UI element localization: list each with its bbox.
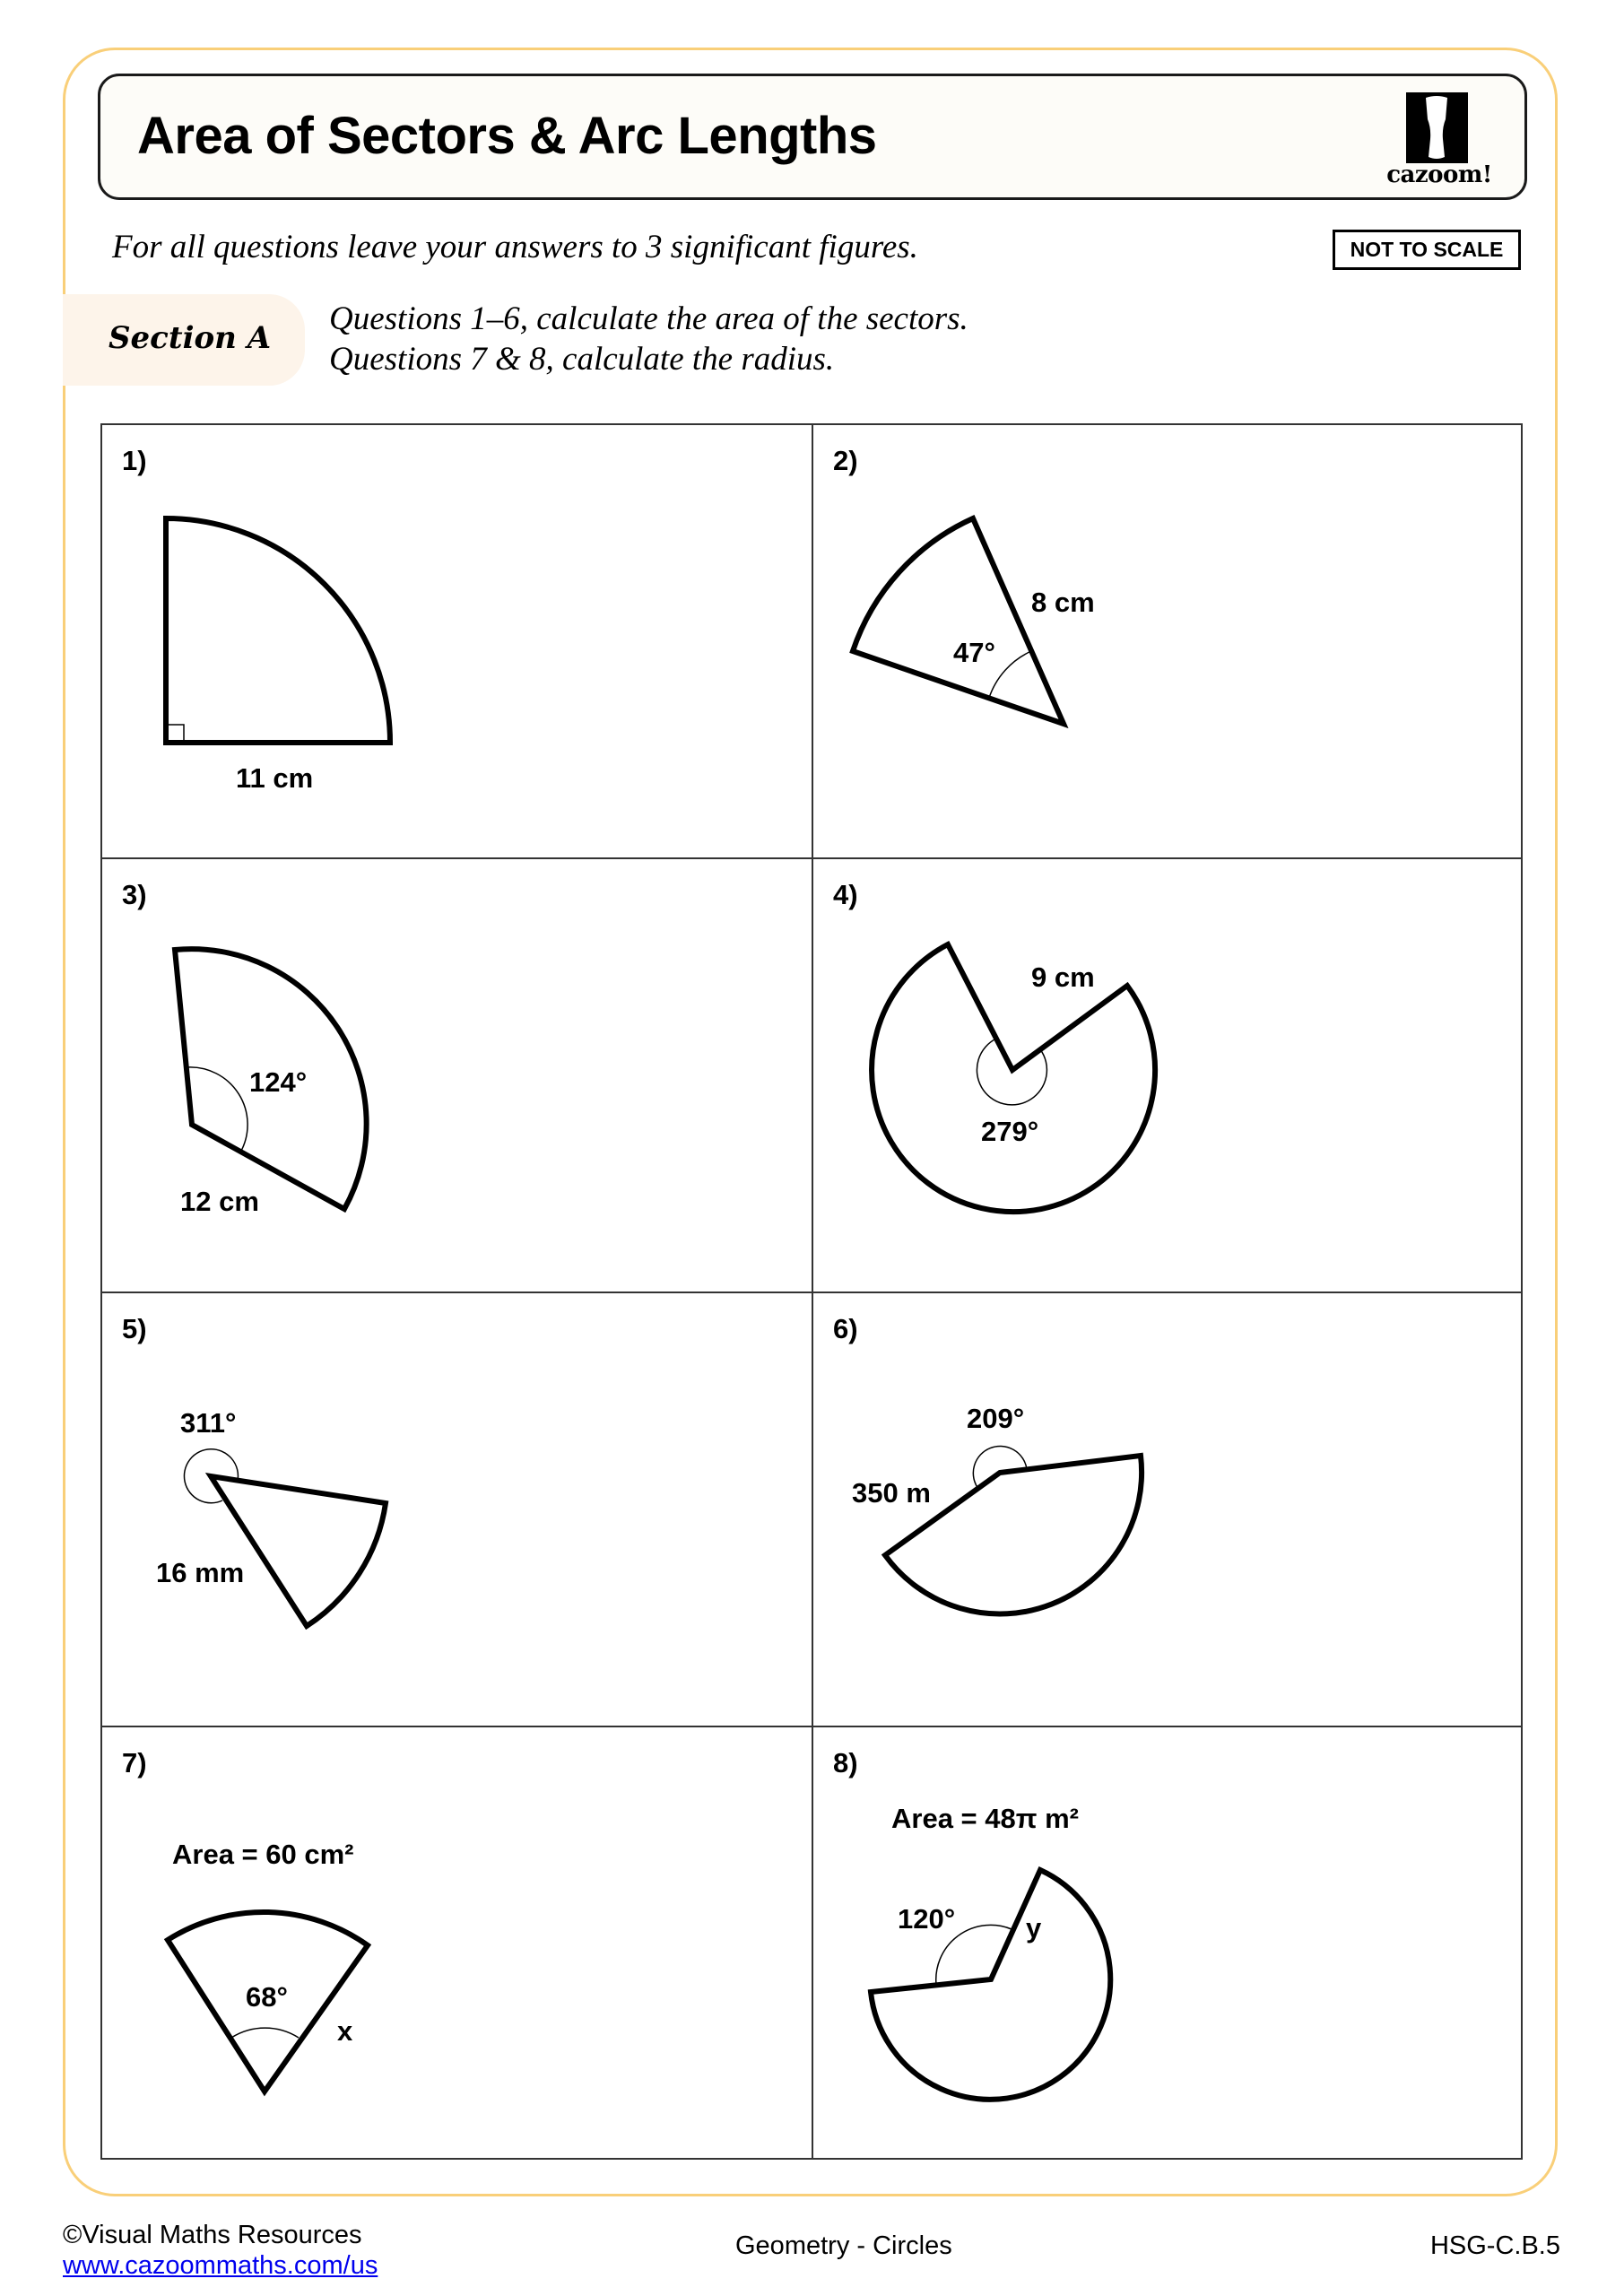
angle-label: 124° — [249, 1066, 308, 1098]
footer-topic: Geometry - Circles — [735, 2231, 952, 2260]
question-number: 1) — [122, 445, 147, 476]
angle-label: 47° — [953, 637, 995, 668]
question-cell-2 — [813, 425, 1521, 859]
instruction-text: For all questions leave your answers to 3 significant figures. — [112, 229, 918, 265]
website-link[interactable]: www.cazoommaths.com/us — [63, 2251, 378, 2280]
question-number: 4) — [833, 879, 858, 910]
question-number: 2) — [833, 445, 858, 476]
question-number: 3) — [122, 879, 147, 910]
question-cell-7 — [102, 1727, 813, 2160]
copyright-text: ©Visual Maths Resources — [63, 2221, 362, 2249]
area-label: Area = 60 cm² — [172, 1839, 354, 1870]
section-label: Section A — [109, 320, 272, 356]
angle-label: 311° — [180, 1407, 237, 1439]
angle-label: 209° — [967, 1403, 1025, 1434]
footer-copyright-block — [63, 2220, 378, 2281]
radius-label: 11 cm — [236, 762, 314, 794]
cazoom-logo-text: cazoom! — [1386, 161, 1492, 188]
djembe-drum-icon — [1406, 92, 1468, 163]
radius-label: 350 m — [852, 1477, 931, 1509]
radius-label: 12 cm — [180, 1186, 259, 1217]
question-cell-6 — [813, 1293, 1521, 1727]
question-cell-8 — [813, 1727, 1521, 2160]
angle-label: 279° — [981, 1116, 1039, 1147]
radius-label: 9 cm — [1031, 961, 1095, 993]
question-number: 5) — [122, 1313, 147, 1344]
radius-label: 16 mm — [156, 1557, 245, 1588]
question-cell-3 — [102, 859, 813, 1293]
question-cell-5 — [102, 1293, 813, 1727]
question-number: 8) — [833, 1747, 858, 1779]
question-cell-1 — [102, 425, 813, 859]
radius-label: 8 cm — [1031, 587, 1095, 618]
question-cell-4 — [813, 859, 1521, 1293]
question-number: 6) — [833, 1313, 858, 1344]
not-to-scale-label: NOT TO SCALE — [1350, 238, 1504, 261]
section-instruction-2: Questions 7 & 8, calculate the radius. — [329, 341, 835, 378]
not-to-scale-badge — [1333, 230, 1521, 270]
unknown-radius-label: y — [1026, 1912, 1042, 1944]
page-title: Area of Sectors & Arc Lengths — [137, 107, 877, 165]
section-instruction-1: Questions 1–6, calculate the area of the sectors. — [329, 300, 968, 337]
question-number: 7) — [122, 1747, 147, 1779]
area-label: Area = 48π m² — [891, 1803, 1079, 1834]
footer-standard-code: HSG-C.B.5 — [1429, 2231, 1560, 2260]
angle-label: 120° — [898, 1903, 956, 1935]
angle-label: 68° — [246, 1981, 288, 2013]
unknown-radius-label: x — [337, 2015, 353, 2047]
question-grid — [100, 423, 1523, 2160]
